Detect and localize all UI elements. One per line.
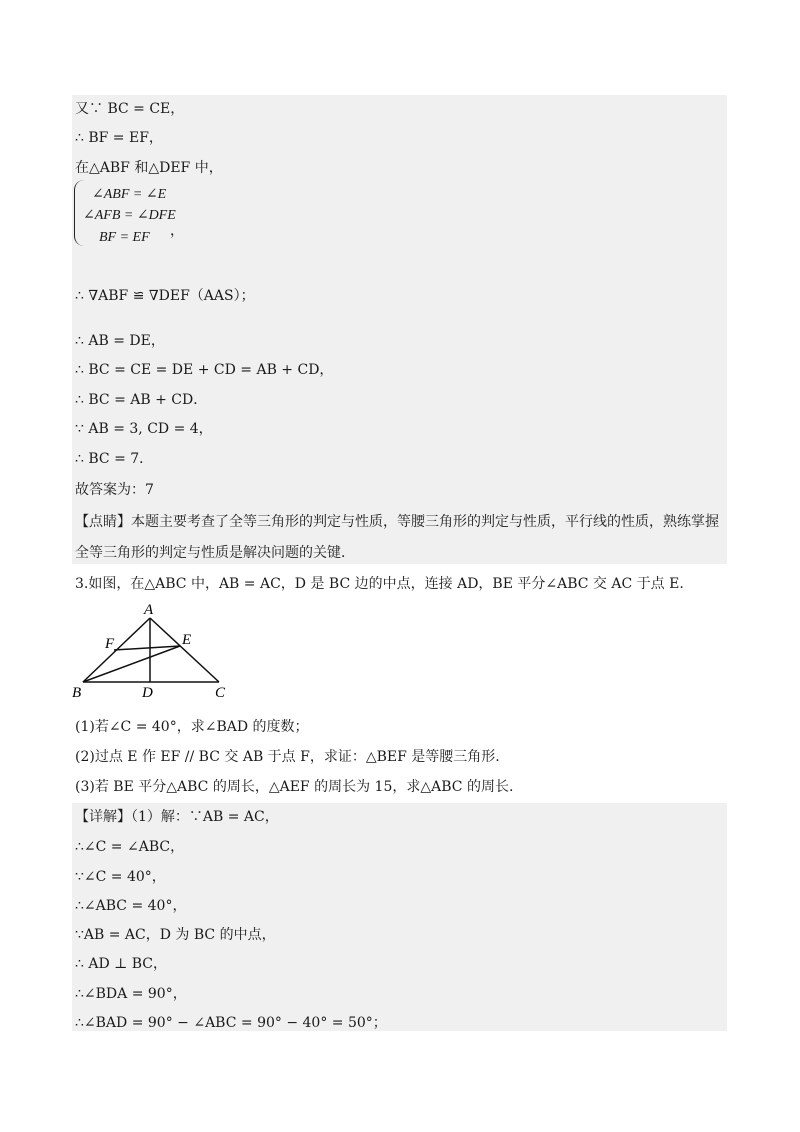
- system-equation-2: ∠AFB = ∠DFE: [83, 208, 176, 223]
- question-1: (1)若∠C = 40°，求∠BAD 的度数；: [75, 719, 309, 735]
- detail-line: ∵∠C = 40°，: [75, 869, 166, 885]
- segment-be: [83, 646, 180, 682]
- detail-line: ∴∠ABC = 40°，: [75, 898, 187, 914]
- detail-line: ∴∠BAD = 90° − ∠ABC = 90° − 40° = 50°；: [75, 1015, 387, 1031]
- step-line: ∴ BC = CE = DE + CD = AB + CD，: [75, 362, 334, 378]
- label-e: E: [182, 632, 192, 648]
- detail-line: ∴∠BDA = 90°，: [75, 986, 187, 1002]
- label-d: D: [142, 685, 153, 700]
- step-line: 又∵ BC = CE，: [75, 101, 185, 117]
- step-line: ∴ AB = DE，: [75, 333, 165, 349]
- segment-ac: [150, 618, 219, 682]
- step-line: ∴ BC = AB + CD．: [75, 392, 208, 408]
- triangle-figure: [70, 600, 240, 700]
- system-equation-1: ∠ABF = ∠E: [92, 187, 167, 202]
- system-equation-3: BF = EF: [99, 230, 150, 245]
- detail-line: ∴∠C = ∠ABC，: [75, 839, 185, 855]
- question-2: (2)过点 E 作 EF // BC 交 AB 于点 F，求证：△BEF 是等腰三角形.: [75, 749, 500, 765]
- problem-stem: 3.如图，在△ABC 中，AB = AC，D 是 BC 边的中点，连接 AD，BE 平分∠ABC 交 AC 于点 E.: [75, 576, 684, 592]
- label-f: F: [105, 636, 115, 652]
- answer-line: 故答案为：7: [75, 482, 154, 498]
- label-b: B: [72, 685, 82, 700]
- step-line: ∴ BC = 7．: [75, 451, 154, 467]
- step-line: ∵ AB = 3, CD = 4，: [75, 421, 213, 437]
- label-c: C: [215, 685, 226, 700]
- congruence-line: ∴ ∇ABF ≌ ∇DEF（AAS）；: [75, 288, 255, 304]
- detail-line: 【详解】（1）解：∵AB = AC，: [75, 809, 279, 825]
- comment-line: 【点睛】本题主要考查了全等三角形的判定与性质，等腰三角形的判定与性质，平行线的性质，熟练掌握: [75, 514, 719, 530]
- label-a: A: [144, 602, 154, 618]
- detail-line: ∵AB = AC，D 为 BC 的中点，: [75, 927, 276, 943]
- comment-line: 全等三角形的判定与性质是解决问题的关键．: [75, 545, 355, 561]
- step-line: 在△ABF 和△DEF 中，: [75, 160, 223, 176]
- detail-line: ∴ AD ⊥ BC，: [75, 956, 168, 972]
- step-line: ∴ BF = EF，: [75, 130, 163, 146]
- question-3: (3)若 BE 平分△ABC 的周长，△AEF 的周长为 15，求△ABC 的周长.: [75, 779, 514, 795]
- system-comma: ，: [170, 223, 184, 239]
